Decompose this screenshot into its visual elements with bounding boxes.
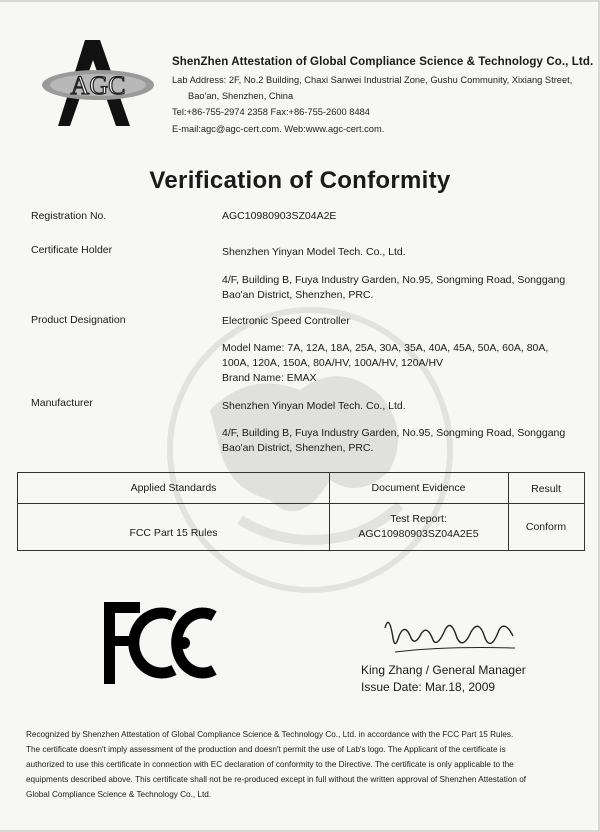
contact-email-web: E-mail:agc@agc-cert.com. Web:www.agc-cert.com. [172,124,385,134]
issue-date: Issue Date: Mar.18, 2009 [361,680,496,694]
top-border [0,0,600,2]
contact-phone: Tel:+86-755-2974 2358 Fax:+86-755-2600 8484 [172,107,370,117]
holder-address-line2: Bao'an District, Shenzhen, PRC. [222,289,374,301]
applied-standard-value: FCC Part 15 Rules [129,527,218,539]
lab-address-line1: Lab Address: 2F, No.2 Building, Chaxi Sanwei Industrial Zone, Gushu Community, Xixiang Street, [172,75,573,85]
footer-line: authorized to use this certificate in connection with EC declaration of conformity to the Directive. The certificate is only applicable to the [26,760,514,769]
model-line1: Model Name: 7A, 12A, 18A, 25A, 30A, 35A, 40A, 45A, 50A, 60A, 80A, [222,342,549,354]
holder-name: Shenzhen Yinyan Model Tech. Co., Ltd. [222,246,406,258]
model-line2: 100A, 120A, 150A, 80A/HV, 100A/HV, 120A/HV [222,357,444,369]
brand-name: Brand Name: EMAX [222,372,317,384]
holder-label: Certificate Holder [31,244,113,256]
agc-logo [38,38,158,130]
product-value: Electronic Speed Controller [222,315,350,327]
signatory-name-title: King Zhang / General Manager [361,663,526,677]
document-title: Verification of Conformity [149,167,451,194]
registration-value: AGC10980903SZ04A2E [222,210,337,222]
table-header-divider [18,503,584,504]
company-name: ShenZhen Attestation of Global Compliance Science & Technology Co., Ltd. [172,56,594,68]
footer-line: Global Compliance Science & Technology Co., Ltd. [26,790,212,799]
manufacturer-name: Shenzhen Yinyan Model Tech. Co., Ltd. [222,400,406,412]
footer-line: The certificate doesn't imply assessment of the production and doesn't permit the use of Lab's logo. The Applicant of the certificate is [26,745,506,754]
manufacturer-address-line2: Bao'an District, Shenzhen, PRC. [222,442,374,454]
standards-table [17,472,585,551]
agc-logo-text: AGC [70,71,126,100]
manufacturer-label: Manufacturer [31,397,93,409]
footer-line: equipments described above. This certificate shall not be re-produced except in full without the written approval of Shenzhen Attestation of [26,775,527,784]
header-document-evidence: Document Evidence [371,482,466,494]
handwritten-signature [375,608,525,658]
result-value: Conform [525,521,567,533]
header-result: Result [531,483,561,495]
manufacturer-address-line1: 4/F, Building B, Fuya Industry Garden, No.95, Songming Road, Songgang [222,427,566,439]
footer-line: Recognized by Shenzhen Attestation of Global Compliance Science & Technology Co., Ltd. in accordance with the FCC Part 15 Rules. [26,730,514,739]
lab-address-line2: Bao'an, Shenzhen, China [188,91,294,101]
product-label: Product Designation [31,314,126,326]
fcc-logo [102,598,222,688]
evidence-line2: AGC10980903SZ04A2E5 [358,528,479,540]
evidence-line1: Test Report: [390,513,447,525]
footer-statement [26,727,586,802]
header-applied-standards: Applied Standards [130,482,217,494]
holder-address-line1: 4/F, Building B, Fuya Industry Garden, No.95, Songming Road, Songgang [222,274,566,286]
registration-label: Registration No. [31,210,107,222]
